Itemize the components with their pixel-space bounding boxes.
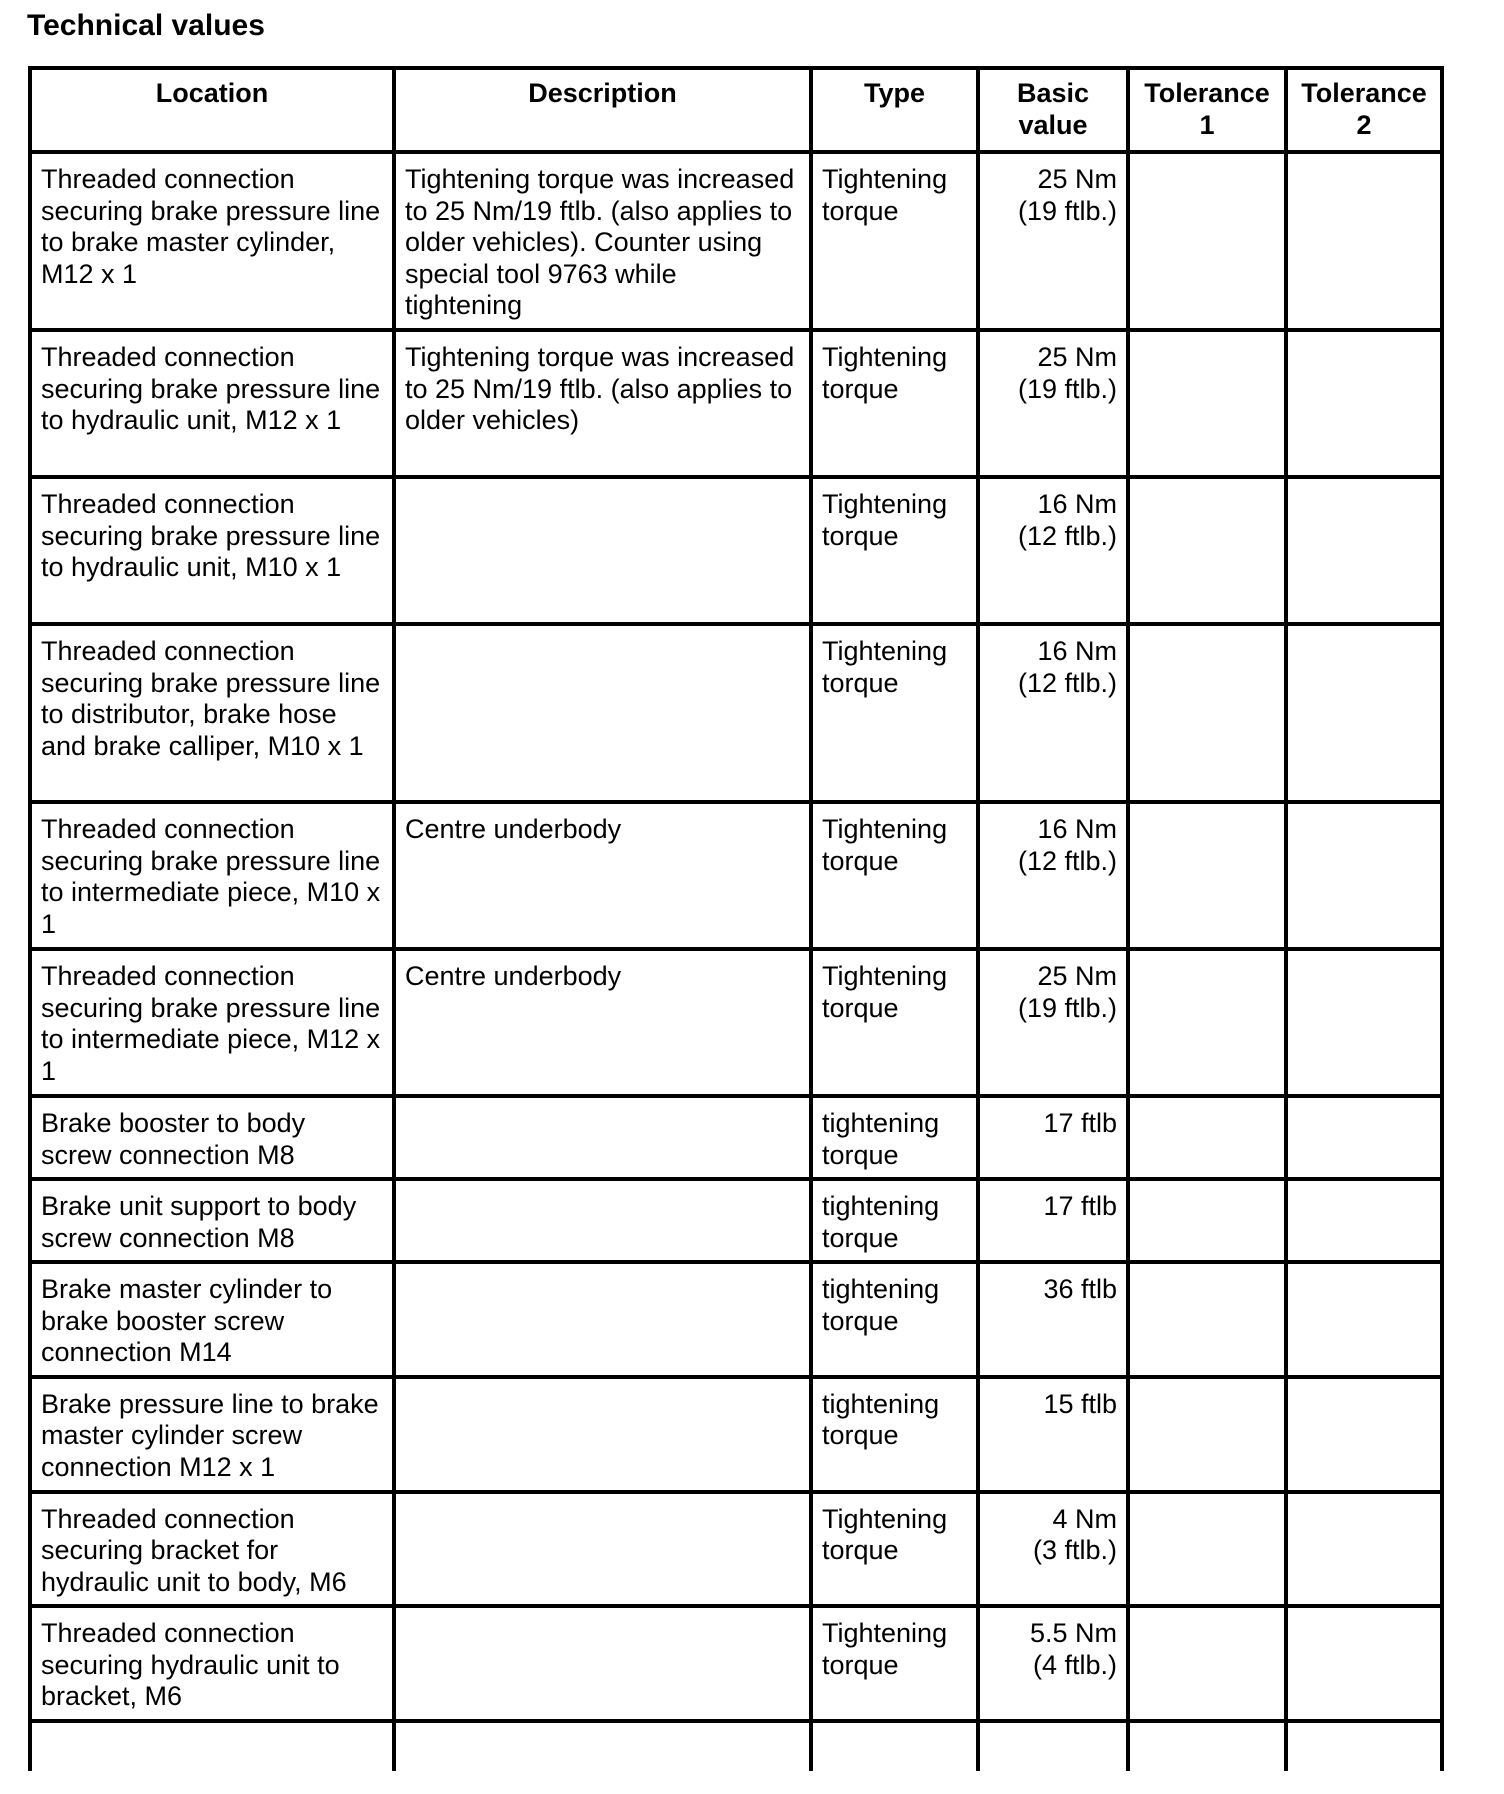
type-cell: Tightening torque	[811, 802, 978, 949]
value-nm: 5.5 Nm	[1029, 1618, 1117, 1648]
basic-value-cell	[978, 152, 1128, 330]
basic-value-cell	[978, 1179, 1128, 1262]
type-cell: tightening torque	[811, 1096, 978, 1179]
value-ftlb: (19 ftlb.)	[1017, 992, 1117, 1023]
column-header-tolerance-1: Tolerance 1	[1128, 68, 1286, 152]
location-cell: Threaded connection securing bracket for hydraulic unit to body, M6	[30, 1492, 394, 1607]
type-cell: tightening torque	[811, 1179, 978, 1262]
tolerance-2-cell	[1286, 1096, 1442, 1179]
tolerance-2-cell	[1286, 330, 1442, 477]
basic-value-cell	[978, 1096, 1128, 1179]
description-cell	[394, 624, 811, 802]
value-nm: 17 ftlb	[1043, 1108, 1117, 1138]
value-nm: 17 ftlb	[1043, 1191, 1117, 1221]
column-header-type: Type	[811, 68, 978, 152]
description-cell	[394, 1492, 811, 1607]
empty-cell	[811, 1721, 978, 1771]
column-header-location: Location	[30, 68, 394, 152]
type-cell: Tightening torque	[811, 477, 978, 624]
table-row	[30, 1492, 1442, 1607]
tolerance-1-cell	[1128, 152, 1286, 330]
tolerance-2-cell	[1286, 477, 1442, 624]
table-row	[30, 152, 1442, 330]
tolerance-1-cell	[1128, 1179, 1286, 1262]
empty-cell	[394, 1721, 811, 1771]
tolerance-2-cell	[1286, 949, 1442, 1096]
table-row	[30, 330, 1442, 477]
tolerance-2-cell	[1286, 1492, 1442, 1607]
value-ftlb: (19 ftlb.)	[1017, 373, 1117, 404]
tolerance-1-cell	[1128, 1096, 1286, 1179]
description-cell	[394, 1377, 811, 1492]
type-cell: Tightening torque	[811, 1492, 978, 1607]
page-title: Technical values	[27, 9, 265, 42]
tolerance-2-cell	[1286, 1262, 1442, 1377]
table-row-continued	[30, 1721, 1442, 1771]
type-cell: tightening torque	[811, 1262, 978, 1377]
empty-cell	[978, 1721, 1128, 1771]
table-row	[30, 1096, 1442, 1179]
tolerance-2-cell	[1286, 1606, 1442, 1721]
type-cell: Tightening torque	[811, 152, 978, 330]
basic-value-cell	[978, 477, 1128, 624]
tolerance-1-cell	[1128, 330, 1286, 477]
basic-value-cell	[978, 1492, 1128, 1607]
basic-value-cell	[978, 949, 1128, 1096]
table-row	[30, 624, 1442, 802]
technical-values-table	[28, 66, 1444, 1771]
basic-value-cell	[978, 1377, 1128, 1492]
table-row	[30, 1606, 1442, 1721]
type-cell: Tightening torque	[811, 949, 978, 1096]
type-cell: Tightening torque	[811, 1606, 978, 1721]
value-nm: 36 ftlb	[1043, 1274, 1117, 1304]
description-cell: Tightening torque was increased to 25 Nm/19 ftlb. (also applies to older vehicles)	[394, 330, 811, 477]
tolerance-1-cell	[1128, 477, 1286, 624]
basic-value-cell	[978, 330, 1128, 477]
description-cell: Centre underbody	[394, 802, 811, 949]
tolerance-2-cell	[1286, 624, 1442, 802]
location-cell: Brake booster to body screw connection M8	[30, 1096, 394, 1179]
location-cell: Threaded connection securing hydraulic unit to bracket, M6	[30, 1606, 394, 1721]
header-row	[30, 68, 1442, 152]
column-header-basic-value: Basic value	[978, 68, 1128, 152]
table-row	[30, 1179, 1442, 1262]
location-cell: Brake unit support to body screw connection M8	[30, 1179, 394, 1262]
value-ftlb: (12 ftlb.)	[1017, 520, 1117, 551]
description-cell	[394, 1096, 811, 1179]
location-cell: Threaded connection securing brake pressure line to hydraulic unit, M10 x 1	[30, 477, 394, 624]
tolerance-1-cell	[1128, 1492, 1286, 1607]
basic-value-cell	[978, 624, 1128, 802]
description-cell: Centre underbody	[394, 949, 811, 1096]
value-ftlb: (19 ftlb.)	[1017, 195, 1117, 226]
value-nm: 16 Nm	[1037, 636, 1117, 666]
tolerance-2-cell	[1286, 1179, 1442, 1262]
location-cell: Threaded connection securing brake pressure line to intermediate piece, M12 x 1	[30, 949, 394, 1096]
location-cell: Threaded connection securing brake pressure line to hydraulic unit, M12 x 1	[30, 330, 394, 477]
table-row	[30, 802, 1442, 949]
basic-value-cell	[978, 802, 1128, 949]
type-cell: Tightening torque	[811, 624, 978, 802]
empty-cell	[1286, 1721, 1442, 1771]
location-cell: Threaded connection securing brake pressure line to distributor, brake hose and brake calliper, M10 x 1	[30, 624, 394, 802]
table-row	[30, 477, 1442, 624]
type-cell: tightening torque	[811, 1377, 978, 1492]
table-row	[30, 949, 1442, 1096]
tolerance-2-cell	[1286, 802, 1442, 949]
location-cell: Brake pressure line to brake master cylinder screw connection M12 x 1	[30, 1377, 394, 1492]
value-nm: 25 Nm	[1037, 164, 1117, 194]
tolerance-2-cell	[1286, 1377, 1442, 1492]
value-nm: 25 Nm	[1037, 961, 1117, 991]
value-nm: 25 Nm	[1037, 342, 1117, 372]
tolerance-1-cell	[1128, 949, 1286, 1096]
location-cell: Threaded connection securing brake pressure line to brake master cylinder, M12 x 1	[30, 152, 394, 330]
table-row	[30, 1377, 1442, 1492]
value-nm: 16 Nm	[1037, 814, 1117, 844]
value-nm: 15 ftlb	[1043, 1388, 1117, 1419]
location-cell: Threaded connection securing brake pressure line to intermediate piece, M10 x 1	[30, 802, 394, 949]
value-ftlb: (3 ftlb.)	[1032, 1535, 1117, 1565]
tolerance-1-cell	[1128, 624, 1286, 802]
empty-cell	[1128, 1721, 1286, 1771]
type-cell: Tightening torque	[811, 330, 978, 477]
tolerance-2-cell	[1286, 152, 1442, 330]
empty-cell	[30, 1721, 394, 1771]
location-cell: Brake master cylinder to brake booster screw connection M14	[30, 1262, 394, 1377]
value-ftlb: (4 ftlb.)	[1032, 1649, 1117, 1680]
tolerance-1-cell	[1128, 802, 1286, 949]
basic-value-cell	[978, 1606, 1128, 1721]
column-header-tolerance-2: Tolerance 2	[1286, 68, 1442, 152]
tolerance-1-cell	[1128, 1262, 1286, 1377]
description-cell: Tightening torque was increased to 25 Nm/19 ftlb. (also applies to older vehicles). Counter using special tool 9763 while tightening	[394, 152, 811, 330]
value-ftlb: (12 ftlb.)	[1017, 845, 1117, 876]
value-ftlb: (12 ftlb.)	[1017, 667, 1117, 698]
column-header-description: Description	[394, 68, 811, 152]
description-cell	[394, 477, 811, 624]
value-nm: 16 Nm	[1037, 489, 1117, 519]
tolerance-1-cell	[1128, 1606, 1286, 1721]
description-cell	[394, 1606, 811, 1721]
description-cell	[394, 1179, 811, 1262]
description-cell	[394, 1262, 811, 1377]
basic-value-cell	[978, 1262, 1128, 1377]
value-nm: 4 Nm	[1052, 1503, 1117, 1534]
tolerance-1-cell	[1128, 1377, 1286, 1492]
table-row	[30, 1262, 1442, 1377]
